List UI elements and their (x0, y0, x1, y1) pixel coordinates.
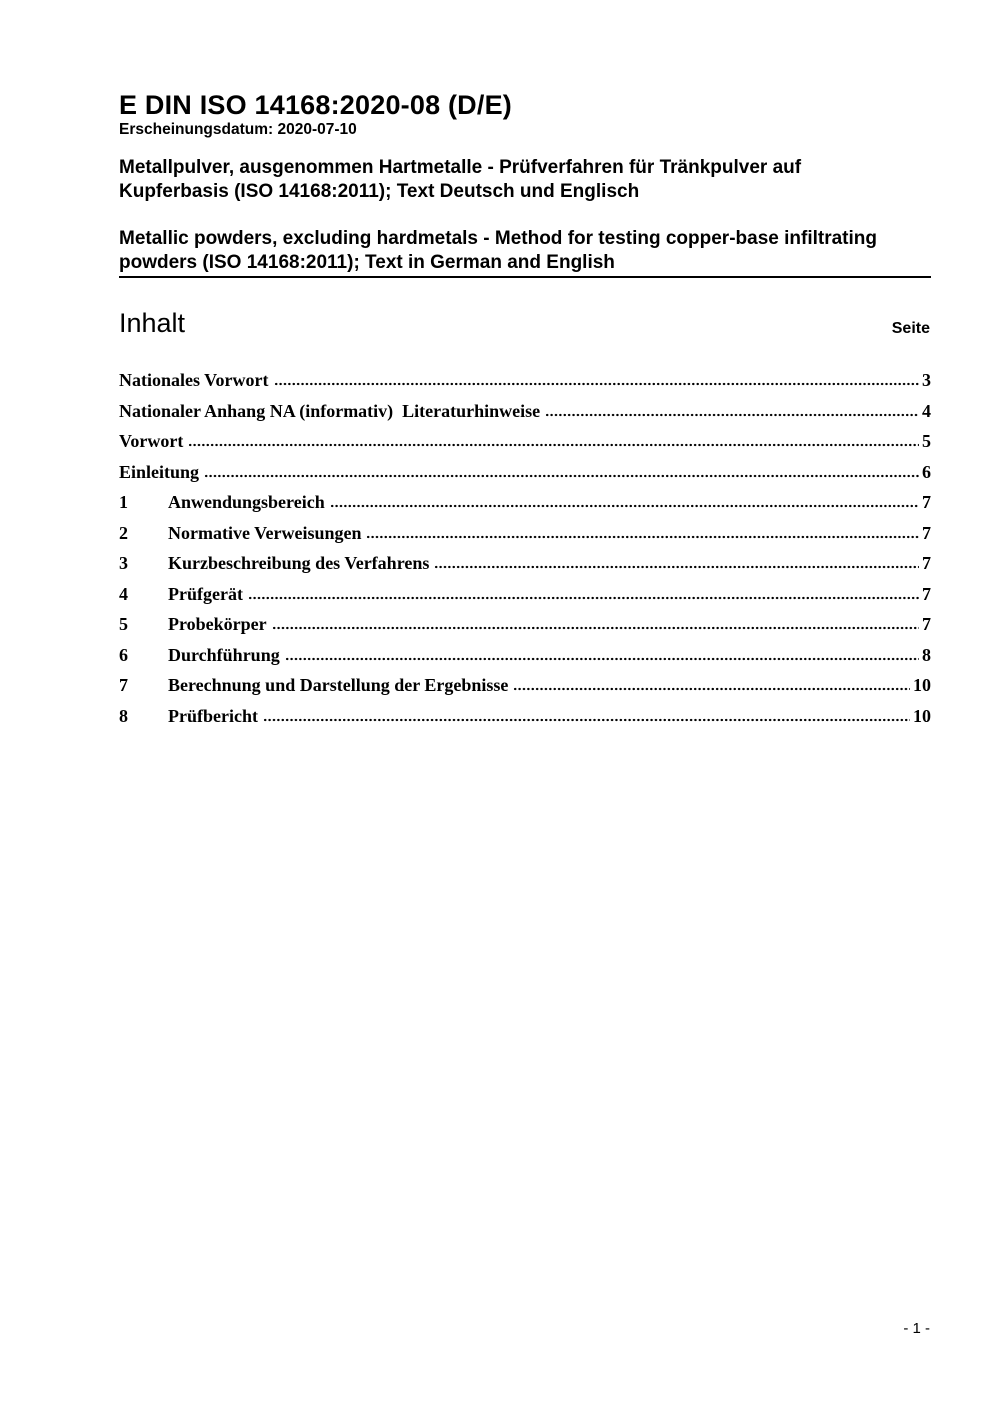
document-title-english-block (119, 227, 931, 278)
toc-entry (119, 523, 931, 554)
toc-entry-page-number: 7 (922, 553, 931, 573)
toc-entry (119, 553, 931, 584)
toc-entry (119, 462, 931, 493)
toc-leader-dots (188, 431, 919, 447)
toc-entry-page-number: 3 (922, 370, 931, 390)
toc-entry-title: Probekörper (168, 614, 267, 634)
toc-entry (119, 431, 931, 462)
toc-entry-page-number: 8 (922, 644, 931, 665)
toc-entry (119, 492, 931, 523)
toc-page-column-label: Seite (891, 320, 930, 337)
toc-entry (119, 401, 931, 432)
toc-entry-page-number: 7 (922, 522, 931, 543)
toc-entry-page-number: 10 (913, 705, 931, 726)
toc-leader-dots (272, 614, 919, 630)
toc-entry (119, 706, 931, 737)
toc-entry (119, 614, 931, 645)
toc-leader-dots (513, 675, 910, 691)
toc-leader-dots (263, 706, 910, 722)
toc-entry-title: Prüfgerät (168, 583, 243, 604)
toc-entry-number: 4 (119, 583, 128, 604)
publication-date: Erscheinungsdatum: 2020-07-10 (119, 121, 357, 138)
toc-entry-number: 3 (119, 553, 128, 573)
toc-entry-title: Prüfbericht (168, 705, 258, 726)
toc-entry-title: Anwendungsbereich (168, 492, 325, 512)
toc-entry-number: 5 (119, 614, 128, 634)
toc-entry-page-number: 7 (922, 492, 931, 512)
toc-leader-dots (434, 553, 919, 569)
toc-entry (119, 645, 931, 676)
toc-leader-dots (248, 584, 919, 600)
toc-entry-number: 8 (119, 705, 128, 726)
document-title-german: Metallpulver, ausgenommen Hartmetalle - Prüfverfahren für Tränkpulver auf Kupferbasis (ISO 14168:2011); Text Deutsch und Englisch (119, 157, 802, 202)
toc-leader-dots (545, 401, 919, 417)
toc-leader-dots (204, 462, 919, 478)
toc-entry-number: 7 (119, 675, 128, 695)
toc-entry-title: Einleitung (119, 461, 200, 482)
toc-entry-title: Normative Verweisungen (168, 522, 362, 543)
toc-leader-dots (274, 370, 920, 386)
document-title-english: Metallic powders, excluding hardmetals - Method for testing copper-base infiltrating powders (ISO 14168:2011); Text in German and English (119, 228, 877, 273)
toc-leader-dots (330, 492, 919, 508)
toc-leader-dots (285, 645, 919, 661)
toc-list (119, 370, 931, 736)
toc-entry-page-number: 10 (913, 675, 931, 695)
toc-entry (119, 675, 931, 706)
toc-entry-page-number: 7 (922, 583, 931, 604)
toc-entry-page-number: 4 (922, 400, 931, 421)
toc-leader-dots (366, 523, 919, 539)
toc-entry-page-number: 6 (922, 461, 931, 482)
toc-entry-page-number: 7 (922, 614, 931, 634)
doc-number-title: E DIN ISO 14168:2020-08 (D/E) (119, 90, 512, 120)
toc-entry-title: Kurzbeschreibung des Verfahrens (168, 553, 430, 573)
toc-entry-page-number: 5 (922, 431, 931, 451)
footer-page-number: - 1 - (903, 1320, 930, 1337)
toc-entry-number: 2 (119, 522, 128, 543)
toc-heading: Inhalt (119, 308, 186, 338)
toc-entry-title: Durchführung (168, 644, 280, 665)
toc-entry (119, 584, 931, 615)
toc-entry-title: Vorwort (119, 431, 184, 451)
toc-entry-title: Nationales Vorwort (119, 370, 269, 390)
toc-entry (119, 370, 931, 401)
toc-entry-title: Berechnung und Darstellung der Ergebnisse (168, 675, 509, 695)
toc-entry-number: 6 (119, 644, 128, 665)
toc-entry-number: 1 (119, 492, 128, 512)
toc-entry-title: Nationaler Anhang NA (informativ) Literaturhinweise (119, 400, 541, 421)
